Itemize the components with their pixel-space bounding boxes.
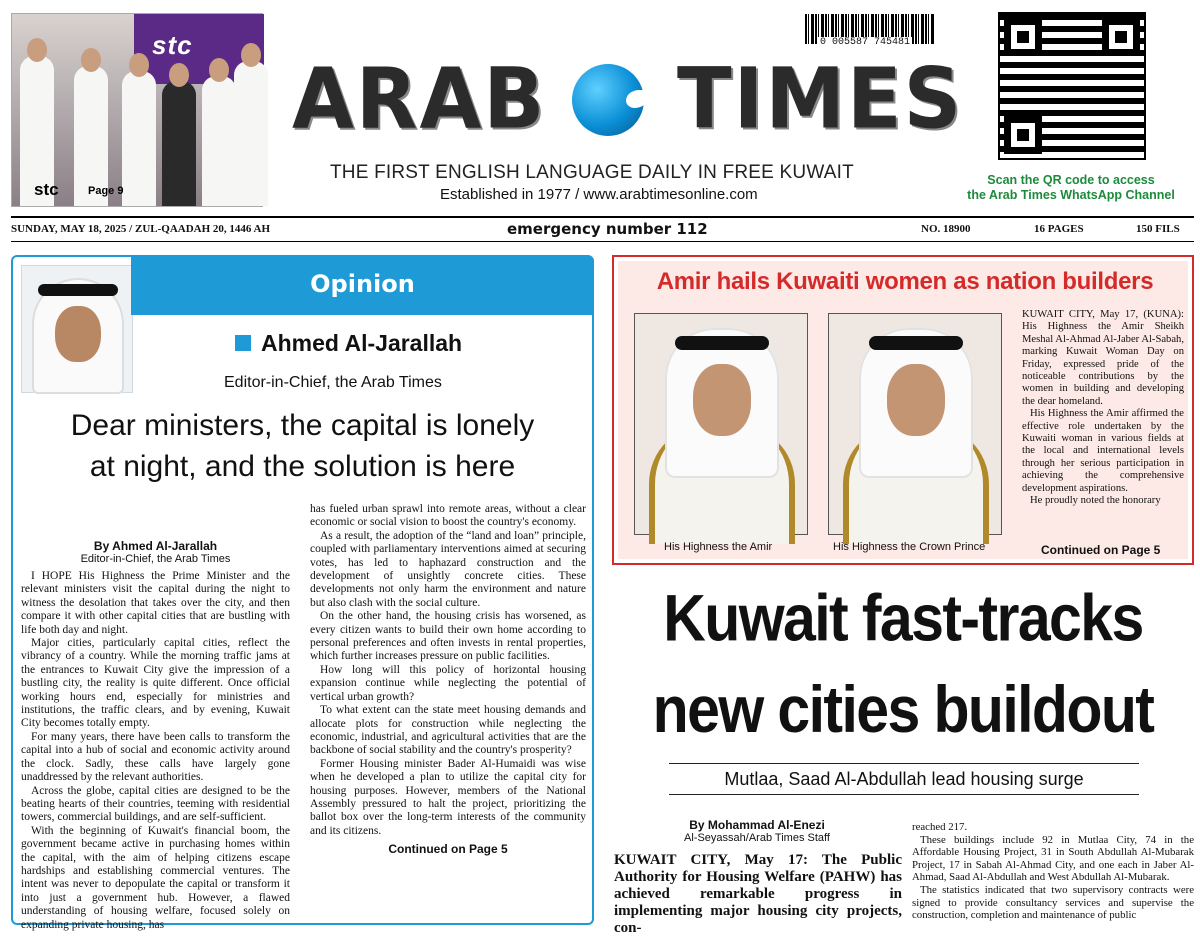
paragraph: He proudly noted the honorary [1030,495,1161,507]
promo-brand: stc [34,180,59,199]
emergency-number: emergency number 112 [507,220,708,238]
stc-logo: stc [152,30,193,60]
qr-caption [946,173,1196,203]
established-line: Established in 1977 / www.arabtimesonline.com [440,186,758,203]
paragraph: Former Housing minister Bader Al-Humaidi was wise when he developed a plan to utilize the capital city for housing purposes. However, members of the National Assembly pressured to halt the project, prioritizing the ballot box over the long-term interests of the community and its citizens. [310,757,586,837]
promo-page-ref: Page 9 [88,185,124,197]
paragraph: With the beginning of Kuwait's financial boom, the government became active in purchasing homes within the capital, with the aim of helping citizens escape hardships and establishing commercial ventures. The intent was never to depopulate the capital or transform it into just a government hub. However, a flawed understanding of housing welfare, focused solely on expanding private housing, has [21,824,290,931]
paragraph: Across the globe, capital cities are designed to be the beating hearts of their countries, teeming with residential towers, commercial buildings, and are self-sufficient. [21,784,290,824]
issue-number: NO. 18900 [921,223,971,235]
paragraph: How long will this policy of horizontal housing expansion continue while neglecting the potential of vertical urban growth? [310,663,586,703]
amir-headline[interactable]: Amir hails Kuwaiti women as nation builders [656,268,1154,295]
paragraph: Major cities, particularly capital cities, reflect the vibrancy of a country. While the morning traffic jams at the entrances to Kuwait City give the impression of a bustling city, the reality is quite different. Once official working hours end, especially for ministries and institutions, the traffic clears, and by evening, Kuwait City becomes totally empty. [21,637,290,730]
agal [869,336,963,350]
issue-date: SUNDAY, MAY 18, 2025 / ZUL-QAADAH 20, 1446 AH [11,223,271,235]
author-face [55,306,101,362]
face [887,364,945,436]
paragraph: For many years, there have been calls to transform the capital into a hub of social and economic activity around the clock. Sadly, these calls have largely gone unaddressed by the relevant authorities. [21,730,290,784]
byline-role: Editor-in-Chief, the Arab Times [80,553,231,565]
opinion-column [11,255,594,931]
amir-story-text [1022,309,1184,508]
paragraph: These buildings include 92 in Mutlaa City, 74 in the Affordable Housing Project, 31 in South Abdullah Al-Mubarak Project, 17 in Sabah Al-Ahmad City, and one each in Jaber Al-Ahmad, Saad Al-Abdullah and West Abdullah Al-Mubarak. [912,833,1194,884]
byline-name: By Mohammad Al-Enezi [689,818,825,832]
opinion-banner [131,257,594,315]
headline-line: Kuwait fast-tracks [663,580,1143,655]
continued-link[interactable]: Continued on Page 5 [1041,543,1161,557]
falcon-logo-icon [572,64,644,136]
author-name-text: Ahmed Al-Jarallah [261,330,463,356]
tagline: THE FIRST ENGLISH LANGUAGE DAILY IN FREE KUWAIT [330,162,854,183]
logo-word-arab: ARAB [292,49,547,148]
agal [675,336,769,350]
byline-role: Al-Seyassah/Arab Times Staff [684,832,830,844]
amir-story-panel [618,261,1188,559]
author-role: Editor-in-Chief, the Arab Times [224,374,442,391]
promo-person [162,81,196,206]
dateline-bar [11,216,1194,242]
opinion-headline[interactable] [13,405,592,487]
promo-person [234,61,268,206]
page-count: 16 PAGES [1034,223,1084,235]
arab-times-logo[interactable] [282,49,964,152]
byline-name: By Ahmed Al-Jarallah [93,539,218,553]
agal [38,284,118,296]
face [693,364,751,436]
amir-photo [634,313,808,535]
qr-code-icon[interactable] [998,12,1146,160]
promo-person [202,76,236,206]
opinion-column-2 [310,503,586,856]
paragraph: As a result, the adoption of the “land and loan” principle, coupled with parliamentary interventions aimed at securing votes, has led to haphazard construction and the development of unsightly concrete cities. These developments not only harm the environment and nature but also clash with the social culture. [310,529,586,609]
photo-caption: His Highness the Amir [664,541,773,553]
paragraph: The statistics indicated that two supervisory contracts were signed to provide consultancy services and supervise the construction, completion and maintenance of public [912,883,1194,922]
lead-subheadline: Mutlaa, Saad Al-Abdullah lead housing surge [669,763,1139,795]
author-name [235,330,462,357]
headline-line: at night, and the solution is here [89,450,516,483]
lead-headline[interactable] [612,572,1194,756]
lead-column-2 [912,821,1194,922]
continued-link[interactable]: Continued on Page 5 [388,842,508,857]
price: 150 FILS [1136,223,1180,235]
square-bullet-icon [235,335,251,351]
section-label: Opinion [310,270,415,298]
opinion-column-1 [13,539,296,932]
lead-intro: KUWAIT CITY, May 17: The Public Authority for Housing Welfare (PAHW) has achieved remarkable progress in implementing major housing city projects, con- [614,852,902,936]
headline-line: new cities buildout [652,672,1154,747]
barcode-number: 0 005587 745481 [820,37,911,48]
author-photo [21,265,133,393]
promo-person [122,71,156,206]
crown-prince-photo [828,313,1002,535]
qr-finder [1004,116,1042,154]
amir-story-box [612,255,1194,565]
paragraph: has fueled urban sprawl into remote areas, without a clear economic or social vision to boost the country's economy. [310,503,586,529]
qr-finder [1004,18,1042,56]
qr-caption-line: Scan the QR code to access [987,173,1155,187]
paragraph: To what extent can the state meet housing demands and allocate plots for construction while neglecting the economic, industrial, and agricultural activities that are the backbone of social stability and the country's prosperity? [310,704,586,757]
byline [21,539,290,565]
paragraph: reached 217. [912,821,968,833]
paragraph: I HOPE His Highness the Prime Minister and the relevant ministers visit the capital during the night to witness the desolation that takes over the city, and then compare it with other capital cities that are bustling with life both day and night. [21,570,290,636]
paragraph: KUWAIT CITY, May 17, (KUNA): His Highness the Amir Sheikh Meshal Al-Ahmad Al-Jaber Al-Sabah, marking Kuwait Woman Day on Friday, expressed pride of the noticeable contributions by the women in building and developing the dear homeland. [1022,309,1184,407]
qr-caption-line: the Arab Times WhatsApp Channel [967,188,1175,202]
paragraph: On the other hand, the housing crisis has worsened, as every citizen wants to build their own home according to personal preferences and often invests in rental properties, which further increases pressure on public facilities. [310,610,586,663]
lead-byline [612,818,902,844]
photo-caption: His Highness the Crown Prince [833,541,986,553]
masthead [0,0,1200,215]
qr-finder [1102,18,1140,56]
promo-photo[interactable] [11,13,263,207]
logo-word-times: TIMES [677,49,964,148]
headline-line: Dear ministers, the capital is lonely [70,409,535,442]
paragraph: His Highness the Amir affirmed the effective role undertaken by the Kuwaiti woman in various fields at the local and international levels through her serious participation in achieving the comprehensive development aspirations. [1022,408,1184,494]
